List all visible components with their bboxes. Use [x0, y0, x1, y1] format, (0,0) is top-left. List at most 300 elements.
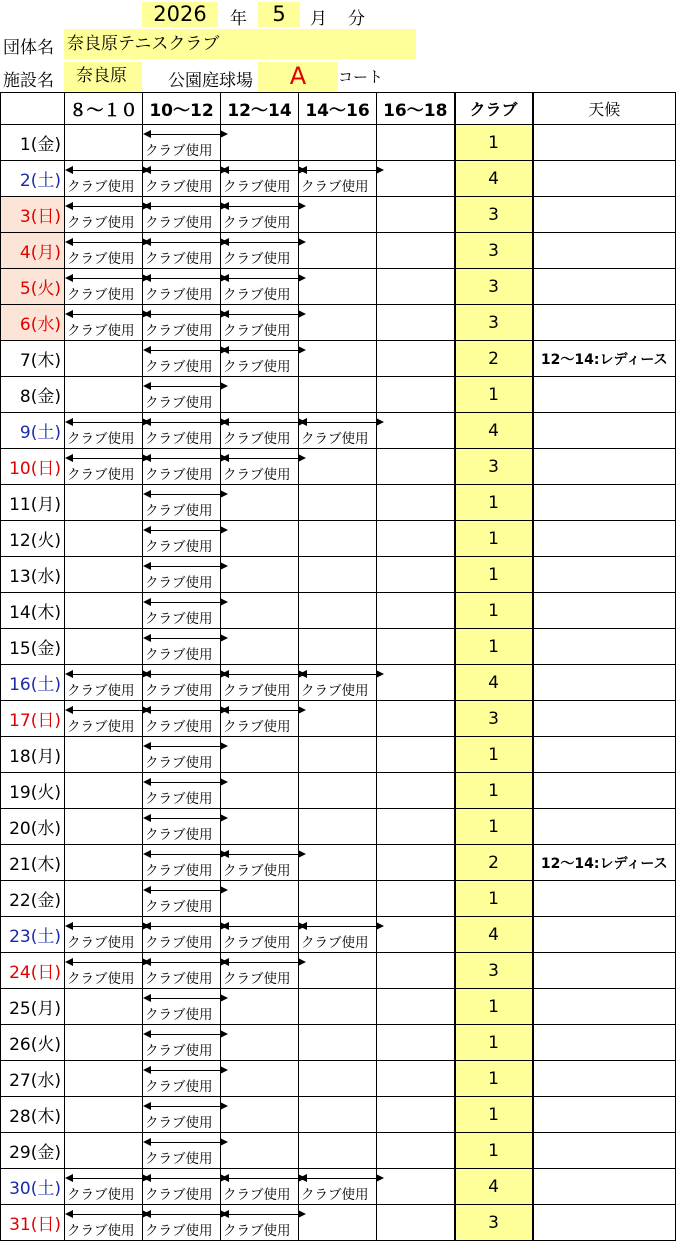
slot-cell[interactable] — [65, 989, 143, 1025]
weather-note-cell[interactable] — [533, 161, 676, 197]
usage-label: クラブ使用 — [223, 1223, 291, 1239]
slot-cell[interactable] — [377, 917, 455, 953]
weather-note-cell[interactable] — [533, 485, 676, 521]
slot-cell[interactable] — [65, 701, 143, 737]
double-arrow-icon — [145, 422, 226, 423]
usage-label: クラブ使用 — [145, 647, 213, 663]
usage-label: クラブ使用 — [223, 683, 291, 699]
slot-cell[interactable] — [65, 557, 143, 593]
slot-cell[interactable] — [221, 629, 299, 665]
slot-cell[interactable] — [143, 413, 221, 449]
slot-cell[interactable] — [299, 737, 377, 773]
slot-cell[interactable] — [377, 665, 455, 701]
double-arrow-icon — [145, 854, 226, 855]
double-arrow-icon — [223, 422, 304, 423]
usage-label: クラブ使用 — [67, 935, 135, 951]
slot-cell[interactable] — [65, 917, 143, 953]
club-count-cell: 1 — [455, 557, 533, 593]
facility-name[interactable]: 奈良原 — [64, 62, 142, 91]
slot-cell[interactable] — [65, 881, 143, 917]
day-cell: 6(水) — [1, 305, 65, 341]
club-count-cell: 3 — [455, 269, 533, 305]
slot-cell[interactable] — [65, 1061, 143, 1097]
slot-cell[interactable] — [299, 1097, 377, 1133]
slot-cell[interactable] — [377, 629, 455, 665]
slot-cell[interactable] — [65, 593, 143, 629]
slot-cell[interactable] — [299, 377, 377, 413]
slot-cell[interactable] — [65, 1133, 143, 1169]
double-arrow-icon — [145, 386, 226, 387]
slot-cell[interactable] — [143, 881, 221, 917]
slot-cell[interactable] — [143, 305, 221, 341]
double-arrow-icon — [145, 890, 226, 891]
usage-label: クラブ使用 — [67, 287, 135, 303]
slot-cell[interactable] — [65, 1097, 143, 1133]
slot-cell[interactable] — [65, 161, 143, 197]
slot-cell[interactable] — [65, 953, 143, 989]
club-count-cell: 1 — [455, 989, 533, 1025]
slot-cell[interactable] — [221, 341, 299, 377]
slot-cell[interactable] — [143, 485, 221, 521]
slot-cell[interactable] — [377, 413, 455, 449]
slot-cell[interactable] — [143, 701, 221, 737]
weather-note-cell[interactable] — [533, 773, 676, 809]
slot-cell[interactable] — [65, 449, 143, 485]
slot-cell[interactable] — [143, 629, 221, 665]
facility-park: 公園庭球場 — [168, 71, 253, 91]
double-arrow-icon — [301, 1178, 382, 1179]
slot-cell[interactable] — [143, 593, 221, 629]
slot-cell[interactable] — [299, 845, 377, 881]
slot-cell[interactable] — [377, 1205, 455, 1241]
slot-cell[interactable] — [65, 341, 143, 377]
slot-cell[interactable] — [299, 809, 377, 845]
slot-cell[interactable] — [377, 1025, 455, 1061]
slot-cell[interactable] — [299, 449, 377, 485]
slot-cell[interactable] — [143, 1169, 221, 1205]
weather-note-cell[interactable] — [533, 989, 676, 1025]
weather-note-cell[interactable]: 12～14:レディース — [533, 845, 676, 881]
day-cell: 18(月) — [1, 737, 65, 773]
usage-label: クラブ使用 — [223, 1187, 291, 1203]
schedule-body — [1, 125, 676, 1241]
usage-label: クラブ使用 — [301, 683, 369, 699]
slot-cell[interactable] — [65, 1205, 143, 1241]
weather-note-cell[interactable] — [533, 305, 676, 341]
slot-cell[interactable] — [377, 1133, 455, 1169]
slot-cell[interactable] — [221, 845, 299, 881]
slot-cell[interactable] — [221, 233, 299, 269]
slot-cell[interactable] — [377, 161, 455, 197]
usage-label: クラブ使用 — [145, 863, 213, 879]
slot-cell[interactable] — [143, 665, 221, 701]
slot-cell[interactable] — [299, 1133, 377, 1169]
slot-cell[interactable] — [377, 737, 455, 773]
slot-cell[interactable] — [221, 1097, 299, 1133]
club-header: クラブ — [455, 93, 533, 125]
weather-note-cell[interactable] — [533, 1025, 676, 1061]
double-arrow-icon — [145, 458, 226, 459]
slot-cell[interactable] — [143, 377, 221, 413]
slot-cell[interactable] — [299, 1025, 377, 1061]
schedule-row — [1, 125, 676, 161]
usage-label: クラブ使用 — [145, 215, 213, 231]
club-count-cell: 2 — [455, 341, 533, 377]
weather-note-cell[interactable] — [533, 125, 676, 161]
slot-cell[interactable] — [377, 449, 455, 485]
weather-note-cell[interactable] — [533, 521, 676, 557]
double-arrow-icon — [145, 566, 226, 567]
slot-cell[interactable] — [377, 1169, 455, 1205]
slot-cell[interactable] — [143, 1025, 221, 1061]
slot-header-10-12: 10～12 — [143, 93, 221, 125]
weather-note-cell[interactable] — [533, 809, 676, 845]
slot-cell[interactable] — [143, 521, 221, 557]
slot-cell[interactable] — [299, 341, 377, 377]
slot-cell[interactable] — [299, 1169, 377, 1205]
slot-cell[interactable] — [65, 413, 143, 449]
double-arrow-icon — [145, 710, 226, 711]
day-cell: 17(日) — [1, 701, 65, 737]
weather-note-cell[interactable] — [533, 1169, 676, 1205]
usage-label: クラブ使用 — [301, 431, 369, 447]
slot-cell[interactable] — [143, 233, 221, 269]
slot-cell[interactable] — [221, 809, 299, 845]
slot-cell[interactable] — [65, 845, 143, 881]
slot-cell[interactable] — [377, 485, 455, 521]
day-cell: 24(日) — [1, 953, 65, 989]
club-count-cell: 3 — [455, 305, 533, 341]
club-count-cell: 1 — [455, 881, 533, 917]
slot-cell[interactable] — [143, 1205, 221, 1241]
weather-note-cell[interactable] — [533, 593, 676, 629]
slot-cell[interactable] — [377, 1061, 455, 1097]
slot-cell[interactable] — [299, 917, 377, 953]
slot-cell[interactable] — [65, 809, 143, 845]
slot-cell[interactable] — [377, 305, 455, 341]
slot-cell[interactable] — [299, 1205, 377, 1241]
weather-note-cell[interactable] — [533, 413, 676, 449]
slot-cell[interactable] — [221, 953, 299, 989]
usage-label: クラブ使用 — [223, 863, 291, 879]
slot-cell[interactable] — [221, 305, 299, 341]
weather-note-cell[interactable] — [533, 917, 676, 953]
double-arrow-icon — [301, 170, 382, 171]
slot-cell[interactable] — [65, 773, 143, 809]
slot-cell[interactable] — [299, 557, 377, 593]
slot-cell[interactable] — [65, 377, 143, 413]
club-count-cell: 1 — [455, 1061, 533, 1097]
schedule-row — [1, 161, 676, 197]
slot-cell[interactable] — [143, 845, 221, 881]
club-count-cell: 4 — [455, 665, 533, 701]
usage-label: クラブ使用 — [301, 1187, 369, 1203]
slot-cell[interactable] — [221, 557, 299, 593]
slot-header-16-18: 16～18 — [377, 93, 455, 125]
double-arrow-icon — [223, 350, 304, 351]
day-cell: 5(火) — [1, 269, 65, 305]
slot-cell[interactable] — [65, 233, 143, 269]
slot-cell[interactable] — [143, 989, 221, 1025]
day-cell: 8(金) — [1, 377, 65, 413]
slot-cell[interactable] — [299, 197, 377, 233]
club-count-cell: 1 — [455, 629, 533, 665]
usage-label: クラブ使用 — [145, 827, 213, 843]
slot-header-8-10: ８～１０ — [65, 93, 143, 125]
slot-cell[interactable] — [143, 449, 221, 485]
slot-cell[interactable] — [221, 989, 299, 1025]
usage-label: クラブ使用 — [67, 683, 135, 699]
slot-cell[interactable] — [377, 341, 455, 377]
usage-label: クラブ使用 — [145, 1043, 213, 1059]
weather-note-cell[interactable] — [533, 629, 676, 665]
slot-cell[interactable] — [299, 665, 377, 701]
double-arrow-icon — [67, 422, 148, 423]
day-cell: 25(月) — [1, 989, 65, 1025]
slot-cell[interactable] — [221, 917, 299, 953]
slot-cell[interactable] — [377, 773, 455, 809]
double-arrow-icon — [223, 674, 304, 675]
slot-cell[interactable] — [143, 197, 221, 233]
slot-cell[interactable] — [143, 161, 221, 197]
slot-cell[interactable] — [377, 953, 455, 989]
slot-cell[interactable] — [143, 341, 221, 377]
month-value[interactable]: 5 — [258, 2, 300, 27]
usage-label: クラブ使用 — [223, 287, 291, 303]
year-value[interactable]: 2026 — [142, 2, 218, 27]
slot-cell[interactable] — [221, 881, 299, 917]
club-count-cell: 1 — [455, 485, 533, 521]
org-name[interactable]: 奈良原テニスクラブ — [64, 29, 416, 59]
double-arrow-icon — [67, 242, 148, 243]
slot-cell[interactable] — [221, 1205, 299, 1241]
weather-note-cell[interactable] — [533, 701, 676, 737]
usage-label: クラブ使用 — [145, 755, 213, 771]
slot-cell[interactable] — [299, 413, 377, 449]
slot-cell[interactable] — [143, 269, 221, 305]
usage-label: クラブ使用 — [145, 431, 213, 447]
schedule-row — [1, 809, 676, 845]
slot-cell[interactable] — [377, 809, 455, 845]
slot-cell[interactable] — [143, 557, 221, 593]
club-count-cell: 3 — [455, 233, 533, 269]
slot-cell[interactable] — [299, 521, 377, 557]
weather-note-cell[interactable] — [533, 1133, 676, 1169]
slot-cell[interactable] — [143, 917, 221, 953]
slot-cell[interactable] — [143, 953, 221, 989]
facility-label: 施設名 — [3, 71, 54, 91]
weather-note-cell[interactable] — [533, 377, 676, 413]
slot-cell[interactable] — [221, 413, 299, 449]
double-arrow-icon — [67, 1178, 148, 1179]
slot-cell[interactable] — [65, 125, 143, 161]
slot-cell[interactable] — [143, 1061, 221, 1097]
usage-label: クラブ使用 — [223, 215, 291, 231]
slot-cell[interactable] — [65, 197, 143, 233]
usage-label: クラブ使用 — [145, 575, 213, 591]
weather-note-cell[interactable]: 12～14:レディース — [533, 341, 676, 377]
slot-cell[interactable] — [377, 125, 455, 161]
double-arrow-icon — [223, 1214, 304, 1215]
slot-cell[interactable] — [299, 305, 377, 341]
double-arrow-icon — [145, 998, 226, 999]
slot-cell[interactable] — [221, 197, 299, 233]
club-count-cell: 1 — [455, 593, 533, 629]
slot-cell[interactable] — [65, 665, 143, 701]
weather-note-cell[interactable] — [533, 737, 676, 773]
double-arrow-icon — [145, 782, 226, 783]
club-count-cell: 1 — [455, 521, 533, 557]
slot-cell[interactable] — [221, 125, 299, 161]
slot-cell[interactable] — [299, 269, 377, 305]
slot-cell[interactable] — [221, 1169, 299, 1205]
weather-note-cell[interactable] — [533, 449, 676, 485]
weather-note-cell[interactable] — [533, 953, 676, 989]
day-header — [1, 93, 65, 125]
usage-label: クラブ使用 — [145, 179, 213, 195]
weather-note-cell[interactable] — [533, 881, 676, 917]
slot-cell[interactable] — [221, 269, 299, 305]
slot-cell[interactable] — [299, 629, 377, 665]
usage-label: クラブ使用 — [145, 971, 213, 987]
slot-cell[interactable] — [65, 737, 143, 773]
slot-cell[interactable] — [377, 557, 455, 593]
club-count-cell: 4 — [455, 161, 533, 197]
usage-label: クラブ使用 — [223, 431, 291, 447]
slot-cell[interactable] — [377, 377, 455, 413]
usage-label: クラブ使用 — [145, 143, 213, 159]
slot-cell[interactable] — [221, 773, 299, 809]
usage-label: クラブ使用 — [301, 179, 369, 195]
slot-cell[interactable] — [221, 1025, 299, 1061]
usage-label: クラブ使用 — [145, 359, 213, 375]
weather-note-cell[interactable] — [533, 1205, 676, 1241]
double-arrow-icon — [67, 170, 148, 171]
schedule-row — [1, 341, 676, 377]
slot-cell[interactable] — [299, 1061, 377, 1097]
double-arrow-icon — [145, 206, 226, 207]
slot-cell[interactable] — [221, 521, 299, 557]
slot-cell[interactable] — [377, 845, 455, 881]
double-arrow-icon — [145, 746, 226, 747]
slot-cell[interactable] — [377, 197, 455, 233]
slot-cell[interactable] — [221, 449, 299, 485]
slot-cell[interactable] — [143, 1097, 221, 1133]
club-count-cell: 3 — [455, 197, 533, 233]
weather-note-cell[interactable] — [533, 557, 676, 593]
slot-cell[interactable] — [299, 161, 377, 197]
double-arrow-icon — [67, 962, 148, 963]
schedule-row — [1, 845, 676, 881]
weather-note-cell[interactable] — [533, 197, 676, 233]
slot-cell[interactable] — [221, 377, 299, 413]
weather-note-cell[interactable] — [533, 1061, 676, 1097]
slot-cell[interactable] — [299, 125, 377, 161]
day-cell: 16(土) — [1, 665, 65, 701]
slot-cell[interactable] — [299, 701, 377, 737]
slot-cell[interactable] — [377, 989, 455, 1025]
club-count-cell: 1 — [455, 1025, 533, 1061]
slot-cell[interactable] — [299, 989, 377, 1025]
slot-cell[interactable] — [377, 593, 455, 629]
slot-cell[interactable] — [221, 665, 299, 701]
slot-cell[interactable] — [143, 1133, 221, 1169]
double-arrow-icon — [301, 674, 382, 675]
slot-cell[interactable] — [221, 701, 299, 737]
slot-cell[interactable] — [221, 485, 299, 521]
schedule-row — [1, 1025, 676, 1061]
slot-cell[interactable] — [65, 521, 143, 557]
slot-cell[interactable] — [143, 809, 221, 845]
weather-note-cell[interactable] — [533, 233, 676, 269]
schedule-row — [1, 197, 676, 233]
slot-cell[interactable] — [377, 1097, 455, 1133]
slot-cell[interactable] — [377, 233, 455, 269]
day-cell: 22(金) — [1, 881, 65, 917]
slot-cell[interactable] — [221, 161, 299, 197]
slot-cell[interactable] — [377, 701, 455, 737]
schedule-row — [1, 629, 676, 665]
year-unit: 年 — [230, 9, 247, 29]
day-cell: 7(木) — [1, 341, 65, 377]
usage-label: クラブ使用 — [145, 395, 213, 411]
slot-cell[interactable] — [299, 233, 377, 269]
slot-cell[interactable] — [377, 521, 455, 557]
double-arrow-icon — [301, 422, 382, 423]
slot-cell[interactable] — [221, 737, 299, 773]
slot-cell[interactable] — [143, 773, 221, 809]
weather-note-cell[interactable] — [533, 269, 676, 305]
slot-cell[interactable] — [65, 305, 143, 341]
day-cell: 10(日) — [1, 449, 65, 485]
court-letter[interactable]: A — [258, 62, 338, 91]
slot-cell[interactable] — [377, 269, 455, 305]
club-count-cell: 1 — [455, 773, 533, 809]
schedule-row — [1, 737, 676, 773]
slot-cell[interactable] — [65, 1025, 143, 1061]
day-cell: 3(日) — [1, 197, 65, 233]
weather-note-cell[interactable] — [533, 665, 676, 701]
club-count-cell: 1 — [455, 737, 533, 773]
double-arrow-icon — [145, 1178, 226, 1179]
slot-cell[interactable] — [299, 485, 377, 521]
double-arrow-icon — [223, 710, 304, 711]
slot-cell[interactable] — [65, 269, 143, 305]
double-arrow-icon — [223, 854, 304, 855]
slot-cell[interactable] — [143, 125, 221, 161]
slot-cell[interactable] — [221, 1061, 299, 1097]
slot-cell[interactable] — [221, 1133, 299, 1169]
slot-cell[interactable] — [299, 953, 377, 989]
slot-cell[interactable] — [299, 881, 377, 917]
usage-label: クラブ使用 — [145, 539, 213, 555]
usage-label: クラブ使用 — [223, 719, 291, 735]
slot-cell[interactable] — [65, 629, 143, 665]
schedule-row — [1, 1133, 676, 1169]
double-arrow-icon — [223, 926, 304, 927]
slot-cell[interactable] — [377, 881, 455, 917]
schedule-row — [1, 413, 676, 449]
slot-cell[interactable] — [65, 1169, 143, 1205]
schedule-row — [1, 1061, 676, 1097]
slot-cell[interactable] — [299, 773, 377, 809]
slot-cell[interactable] — [299, 593, 377, 629]
court-suffix: コート — [338, 68, 384, 86]
slot-cell[interactable] — [221, 593, 299, 629]
slot-cell[interactable] — [143, 737, 221, 773]
slot-cell[interactable] — [65, 485, 143, 521]
weather-note-cell[interactable] — [533, 1097, 676, 1133]
